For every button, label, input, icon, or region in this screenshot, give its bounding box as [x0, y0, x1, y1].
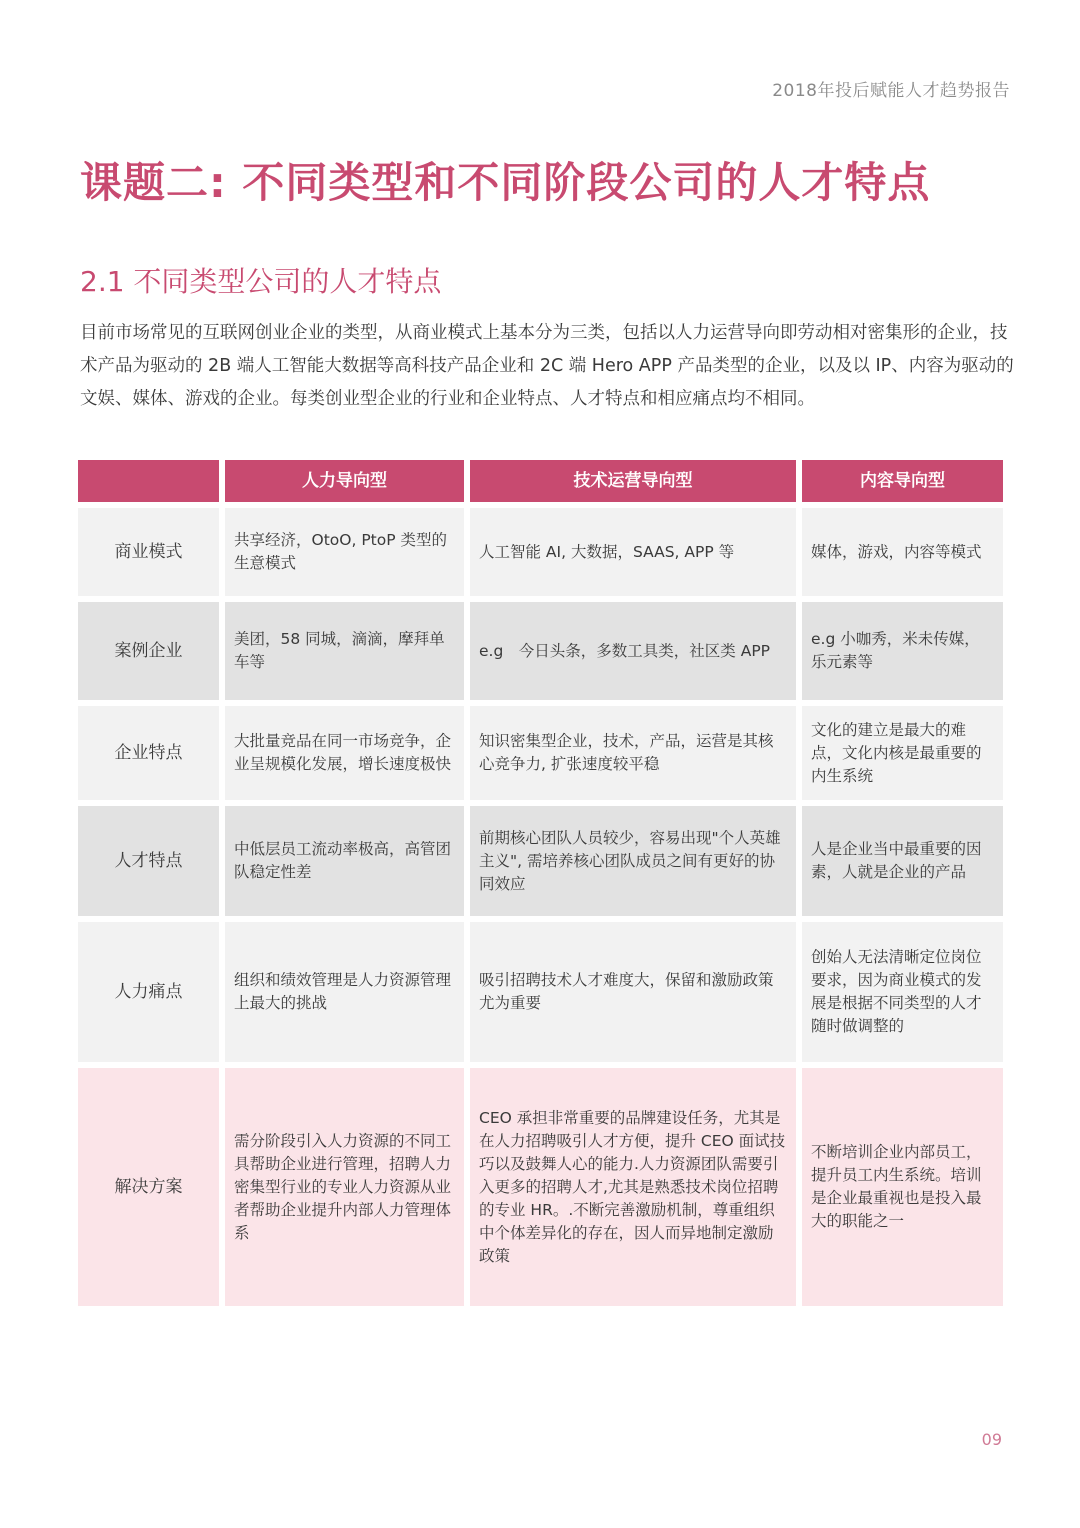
table-cell: 前期核心团队人员较少，容易出现"个人英雄主义", 需培养核心团队成员之间有更好的协同效应 [470, 806, 796, 916]
table-cell: e.g 小咖秀，米未传媒，乐元素等 [802, 602, 1003, 700]
table-row-label: 解决方案 [78, 1068, 219, 1306]
table-cell: 人是企业当中最重要的因素，人就是企业的产品 [802, 806, 1003, 916]
table-cell: 吸引招聘技术人才难度大，保留和激励政策尤为重要 [470, 922, 796, 1062]
table-row-label: 人才特点 [78, 806, 219, 916]
table-cell: 中低层员工流动率极高，高管团队稳定性差 [225, 806, 464, 916]
report-header-title: 2018年投后赋能人才趋势报告 [772, 81, 1010, 101]
table-cell: 美团，58 同城，滴滴，摩拜单车等 [225, 602, 464, 700]
table-cell: 媒体，游戏，内容等模式 [802, 508, 1003, 596]
table-header-labor: 人力导向型 [225, 460, 464, 502]
table-header-corner [78, 460, 219, 502]
table-cell: 大批量竞品在同一市场竞争，企业呈规模化发展，增长速度极快 [225, 706, 464, 800]
table-cell: e.g 今日头条，多数工具类，社区类 APP [470, 602, 796, 700]
intro-paragraph: 目前市场常见的互联网创业企业的类型，从商业模式上基本分为三类，包括以人力运营导向即劳动相对密集形的企业，技术产品为驱动的 2B 端人工智能大数据等高科技产品企业和 2C 端 Hero APP 产品类型的企业，以及以 IP、内容为驱动的文娱、媒体、游戏的企业。每类创业型企业的行业和企业特点、人才特点和相应痛点均不相同。 [80, 323, 1014, 409]
table-cell: 不断培训企业内部员工，提升员工内生系统。培训是企业最重视也是投入最大的职能之一 [802, 1068, 1003, 1306]
page-title: 课题二: 不同类型和不同阶段公司的人才特点 [80, 158, 931, 207]
table-cell: CEO 承担非常重要的品牌建设任务，尤其是在人力招聘吸引人才方便，提升 CEO 面试技巧以及鼓舞人心的能力.人力资源团队需要引入更多的招聘人才,尤其是熟悉技术岗位招聘的专业 HR。.不断完善激励机制，尊重组织中个体差异化的存在，因人而异地制定激励政策 [470, 1068, 796, 1306]
table-cell: 文化的建立是最大的难点，文化内核是最重要的内生系统 [802, 706, 1003, 800]
table-row-label: 人力痛点 [78, 922, 219, 1062]
table-cell: 人工智能 AI, 大数据，SAAS, APP 等 [470, 508, 796, 596]
table-header-content: 内容导向型 [802, 460, 1003, 502]
table-cell: 知识密集型企业，技术，产品，运营是其核心竞争力, 扩张速度较平稳 [470, 706, 796, 800]
table-cell: 创始人无法清晰定位岗位要求，因为商业模式的发展是根据不同类型的人才随时做调整的 [802, 922, 1003, 1062]
table-row-label: 商业模式 [78, 508, 219, 596]
table-row-label: 案例企业 [78, 602, 219, 700]
section-title: 2.1 不同类型公司的人才特点 [80, 265, 442, 298]
table-cell: 组织和绩效管理是人力资源管理上最大的挑战 [225, 922, 464, 1062]
table-cell: 共享经济，OtoO, PtoP 类型的生意模式 [225, 508, 464, 596]
table-cell: 需分阶段引入人力资源的不同工具帮助企业进行管理，招聘人力密集型行业的专业人力资源从业者帮助企业提升内部人力管理体系 [225, 1068, 464, 1306]
table-row-label: 企业特点 [78, 706, 219, 800]
page-number: 09 [981, 1430, 1002, 1449]
table-header-tech: 技术运营导向型 [470, 460, 796, 502]
